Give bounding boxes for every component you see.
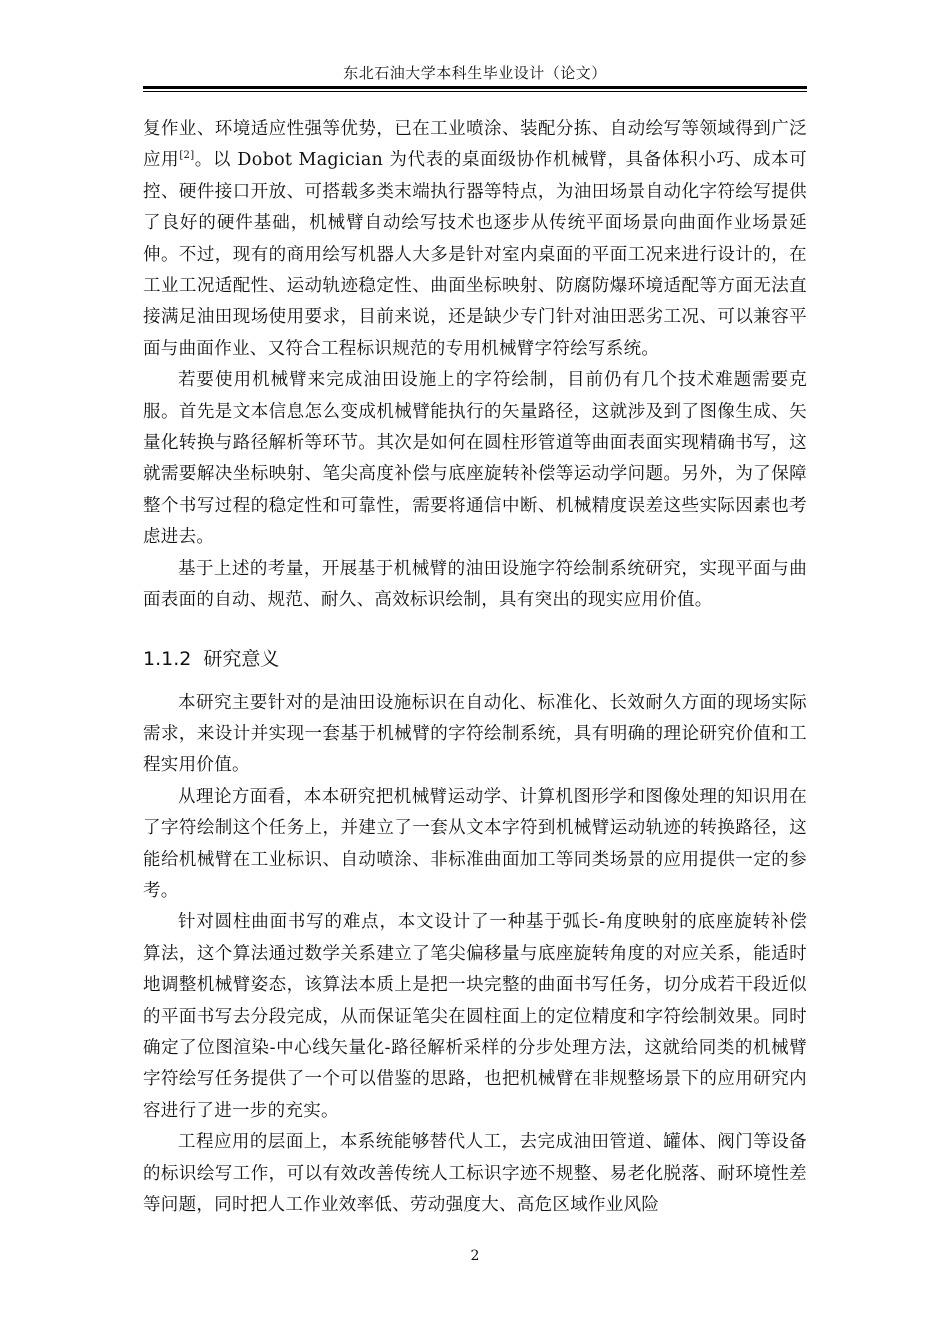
paragraph-text: 。以 Dobot Magician 为代表的桌面级协作机械臂，具备体积小巧、成本可控、硬件接口开放、可搭载多类末端执行器等特点，为油田场景自动化字符绘写提供了良好的硬件基础，机械臂自动绘写技术也逐步从传统平面场景向曲面作业场景延伸。不过，现有的商用绘写机器人大多是针对室内桌面的平面工况来进行设计的，在工业工况适配性、运动轨迹稳定性、曲面坐标映射、防腐防爆环境适配等方面无法直接满足油田现场使用要求，目前来说，还是缺少专门针对油田恶劣工况、可以兼容平面与曲面作业、又符合工程标识规范的专用机械臂字符绘写系统。 [143, 150, 807, 359]
running-header: 东北石油大学本科生毕业设计（论文） [343, 64, 607, 82]
header-rule-thin [143, 91, 807, 92]
body-paragraph: 针对圆柱曲面书写的难点，本文设计了一种基于弧长-角度映射的底座旋转补偿算法，这个算法通过数学关系建立了笔尖偏移量与底座旋转角度的对应关系，能适时地调整机械臂姿态，该算法本质上是把一块完整的曲面书写任务，切分成若干段近似的平面书写去分段完成，从而保证笔尖在圆柱面上的定位精度和字符绘制效果。同时确定了位图渲染-中心线矢量化-路径解析采样的分步处理方法，这就给同类的机械臂字符绘写任务提供了一个可以借鉴的思路，也把机械臂在非规整场景下的应用研究内容进行了进一步的充实。 [143, 912, 807, 1121]
body-paragraph: 从理论方面看，本本研究把机械臂运动学、计算机图形学和图像处理的知识用在了字符绘制这个任务上，并建立了一套从文本字符到机械臂运动轨迹的转换路径，这能给机械臂在工业标识、自动喷涂、非标准曲面加工等同类场景的应用提供一定的参考。 [143, 786, 807, 901]
section-heading [143, 644, 807, 674]
citation-reference: [2] [179, 150, 195, 162]
page-body [143, 114, 807, 1221]
body-paragraph: 本研究主要针对的是油田设施标识在自动化、标准化、长效耐久方面的现场实际需求，来设计并实现一套基于机械臂的字符绘制系统，具有明确的理论研究价值和工程实用价值。 [143, 692, 807, 776]
section-title: 研究意义 [203, 647, 280, 670]
page-number: 2 [470, 1248, 480, 1264]
section-number: 1.1.2 [143, 647, 192, 670]
header-rule-thick [143, 86, 807, 89]
body-paragraph: 若要使用机械臂来完成油田设施上的字符绘制，目前仍有几个技术难题需要克服。首先是文本信息怎么变成机械臂能执行的矢量路径，这就涉及到了图像生成、矢量化转换与路径解析等环节。其次是如何在圆柱形管道等曲面表面实现精确书写，这就需要解决坐标映射、笔尖高度补偿与底座旋转补偿等运动学问题。另外，为了保障整个书写过程的稳定性和可靠性，需要将通信中断、机械精度误差这些实际因素也考虑进去。 [143, 370, 807, 548]
paragraph-text: 复作业、环境适应性强等优势，已在工业喷涂、装配分拣、自动绘写等领域得到广泛应用 [143, 119, 807, 171]
body-paragraph: 基于上述的考量，开展基于机械臂的油田设施字符绘制系统研究，实现平面与曲面表面的自动、规范、耐久、高效标识绘制，具有突出的现实应用价值。 [143, 558, 807, 611]
body-paragraph [143, 114, 807, 365]
body-paragraph: 工程应用的层面上，本系统能够替代人工，去完成油田管道、罐体、阀门等设备的标识绘写工作，可以有效改善传统人工标识字迹不规整、易老化脱落、耐环境性差等问题，同时把人工作业效率低、劳动强度大、高危区域作业风险 [143, 1132, 807, 1215]
